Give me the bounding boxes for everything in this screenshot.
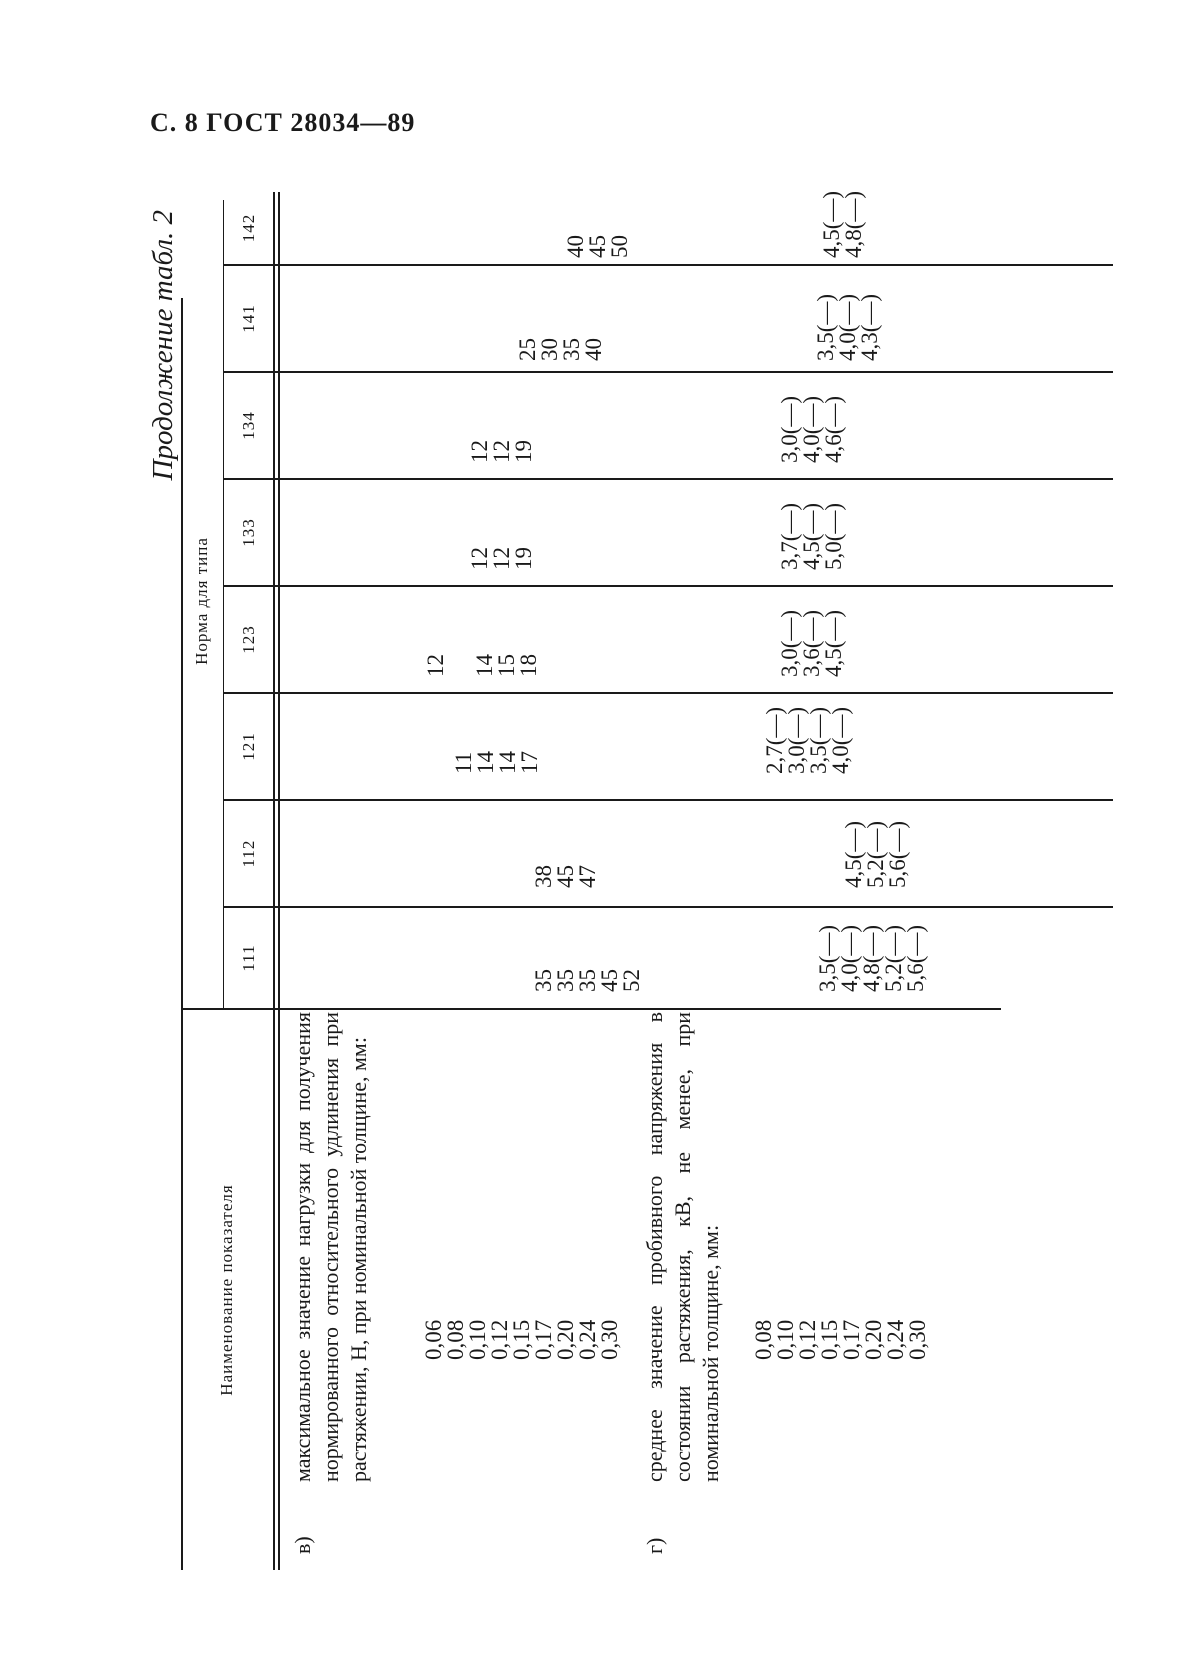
values-g-133	[779, 503, 845, 570]
page-header: С. 8 ГОСТ 28034—89	[150, 108, 416, 137]
thickness-value: 0,10	[773, 1319, 798, 1360]
values-v-141	[517, 338, 605, 361]
thickness-value: 0,30	[905, 1319, 930, 1360]
cell-value: 12	[489, 440, 514, 463]
cell-value: 45	[597, 969, 622, 992]
name-column-header: Наименование показателя	[217, 1184, 236, 1396]
cell-value: 12	[467, 547, 492, 570]
cell-value: 18	[516, 654, 541, 677]
cell-value: 14	[495, 751, 520, 774]
values-v-111	[533, 969, 643, 992]
thickness-value: 0,15	[509, 1319, 534, 1360]
thickness-value: 0,15	[817, 1319, 842, 1360]
thickness-value: 0,06	[421, 1319, 446, 1360]
cell-value: 38	[531, 865, 556, 888]
thickness-list-g	[753, 1320, 929, 1360]
cell-value: 40	[581, 338, 606, 361]
name-column-rule	[181, 1008, 1001, 1010]
cell-value: 47	[575, 865, 600, 888]
cell-value: 4,8(—)	[841, 190, 866, 258]
thickness-value: 0,17	[839, 1319, 864, 1360]
values-g-142	[821, 191, 865, 258]
cell-value: 5,2(—)	[863, 820, 888, 888]
cell-value: 12	[467, 440, 492, 463]
cell-value: 14	[472, 654, 497, 677]
norm-group-header: Норма для типа	[192, 537, 211, 665]
type-rule-7	[223, 264, 1113, 266]
values-g-134	[779, 396, 845, 463]
values-v-133	[469, 547, 535, 570]
cell-value: 4,0(—)	[837, 924, 862, 992]
thickness-value: 0,30	[597, 1319, 622, 1360]
cell-value: 19	[511, 547, 536, 570]
type-header-121: 121	[239, 732, 258, 761]
type-header-112: 112	[239, 839, 258, 868]
cell-value: 3,0(—)	[784, 706, 809, 774]
cell-value: 19	[511, 440, 536, 463]
cell-value: 4,0(—)	[799, 395, 824, 463]
cell-value: 25	[515, 338, 540, 361]
thickness-list-v	[423, 1320, 621, 1360]
cell-value: 5,6(—)	[885, 820, 910, 888]
section-text-g: среднее значение пробивного напряжения в состоянии растяжения, кВ, не менее, при номинальной толщине, мм:	[642, 1012, 723, 1482]
cell-value: 3,6(—)	[799, 609, 824, 677]
type-rule-4	[223, 585, 1113, 587]
cell-value: 3,5(—)	[806, 706, 831, 774]
cell-value: 5,6(—)	[903, 924, 928, 992]
values-v-142	[565, 235, 631, 258]
cell-value: 52	[619, 969, 644, 992]
cell-value: 4,0(—)	[828, 706, 853, 774]
cell-value: 4,3(—)	[857, 293, 882, 361]
cell-value: 35	[531, 969, 556, 992]
type-rule-5	[223, 478, 1113, 480]
cell-value: 3,0(—)	[777, 395, 802, 463]
thickness-value: 0,24	[575, 1319, 600, 1360]
cell-value: 4,5(—)	[821, 609, 846, 677]
thickness-value: 0,12	[487, 1319, 512, 1360]
type-rule-1	[223, 906, 1113, 908]
cell-value: 3,5(—)	[815, 924, 840, 992]
thickness-value: 0,20	[861, 1319, 886, 1360]
type-header-142: 142	[239, 213, 258, 243]
cell-value: 3,7(—)	[777, 502, 802, 570]
values-g-121	[764, 707, 852, 774]
values-g-141	[815, 294, 881, 361]
continuation-title: Продолжение табл. 2	[147, 210, 179, 481]
cell-value: 35	[553, 969, 578, 992]
values-g-112	[843, 821, 909, 888]
norm-header-rule	[223, 200, 224, 1010]
cell-value: 5,2(—)	[881, 924, 906, 992]
values-v-121	[453, 751, 541, 774]
type-header-134: 134	[239, 411, 258, 440]
thickness-value: 0,17	[531, 1319, 556, 1360]
thickness-value: 0,20	[553, 1319, 578, 1360]
cell-value-123-first: 12	[423, 654, 448, 677]
cell-value: 45	[585, 235, 610, 258]
cell-value: 2,7(—)	[762, 706, 787, 774]
type-header-111: 111	[239, 944, 258, 972]
thickness-value: 0,10	[465, 1319, 490, 1360]
cell-value: 4,6(—)	[821, 395, 846, 463]
cell-value: 4,5(—)	[841, 820, 866, 888]
cell-value: 14	[473, 751, 498, 774]
values-v-134	[469, 440, 535, 463]
cell-value: 12	[489, 547, 514, 570]
values-v-112	[533, 865, 599, 888]
rotated-table	[147, 190, 1187, 1570]
cell-value: 3,5(—)	[813, 293, 838, 361]
type-header-141: 141	[239, 304, 258, 333]
type-header-133: 133	[239, 518, 258, 547]
values-v-123	[474, 654, 540, 677]
cell-value: 17	[517, 751, 542, 774]
cell-value: 4,5(—)	[799, 502, 824, 570]
section-letter-v: в)	[290, 1536, 315, 1554]
cell-value: 30	[537, 338, 562, 361]
section-text-v: максимальное значение нагрузки для получения нормированного относительного удлинения при растяжении, Н, при номинальной толщине, мм:	[290, 1012, 371, 1482]
type-rule-3	[223, 692, 1113, 694]
cell-value: 15	[494, 654, 519, 677]
cell-value: 45	[553, 865, 578, 888]
thickness-value: 0,12	[795, 1319, 820, 1360]
values-g-111	[817, 925, 927, 992]
values-g-123	[779, 610, 845, 677]
cell-value: 35	[575, 969, 600, 992]
cell-value: 5,0(—)	[821, 502, 846, 570]
type-rule-2	[223, 799, 1113, 801]
cell-value: 11	[451, 751, 476, 774]
header-bottom-rule-2	[278, 192, 280, 1570]
cell-value: 35	[559, 338, 584, 361]
section-letter-g: г)	[642, 1537, 667, 1554]
type-rule-6	[223, 371, 1113, 373]
cell-value: 50	[607, 235, 632, 258]
type-header-123: 123	[239, 625, 258, 654]
cell-value: 40	[563, 235, 588, 258]
thickness-value: 0,24	[883, 1319, 908, 1360]
cell-value: 4,8(—)	[859, 924, 884, 992]
cell-value: 4,0(—)	[835, 293, 860, 361]
cell-value: 4,5(—)	[819, 190, 844, 258]
thickness-value: 0,08	[751, 1319, 776, 1360]
header-bottom-rule	[273, 192, 275, 1570]
cell-value: 3,0(—)	[777, 609, 802, 677]
thickness-value: 0,08	[443, 1319, 468, 1360]
